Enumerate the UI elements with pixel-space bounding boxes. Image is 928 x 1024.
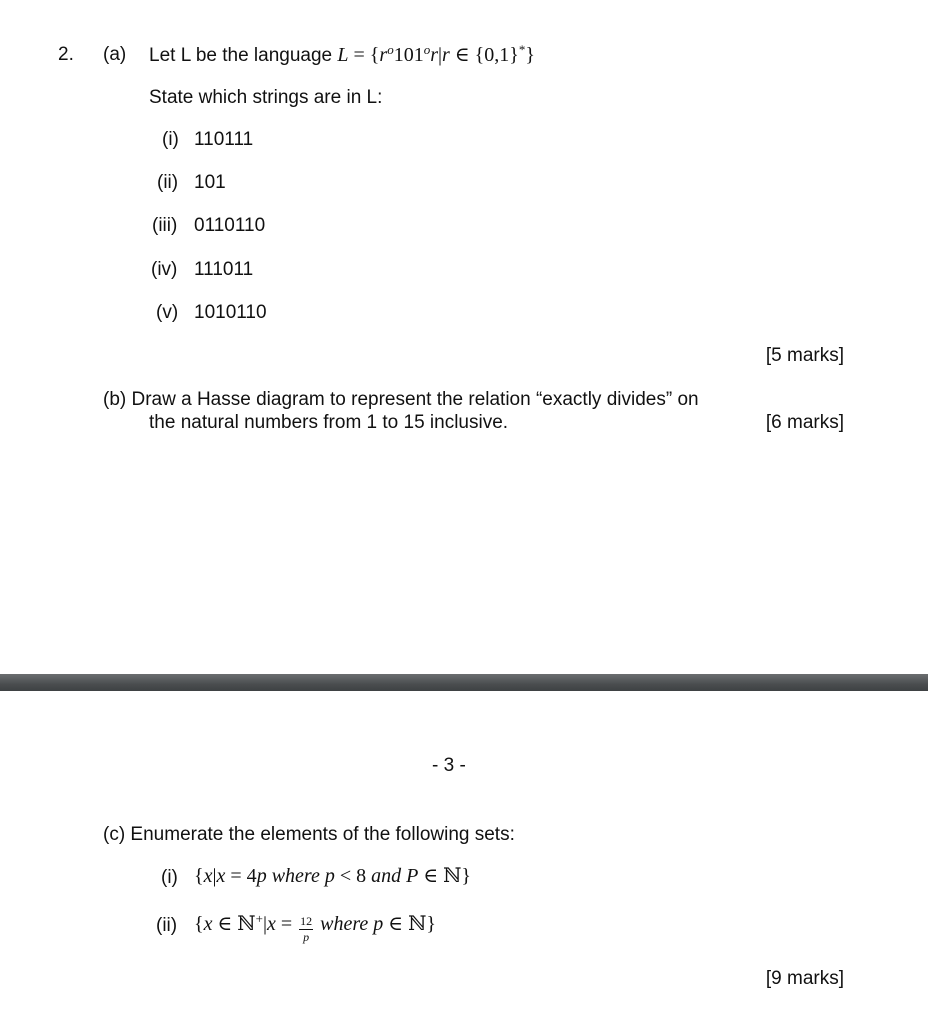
- set-item-2-expression: {x ∈ ℕ+|x = $\frac{12}{p}$ where p ∈ ℕ}: [194, 910, 436, 944]
- part-a-marks: [5 marks]: [765, 345, 844, 366]
- string-item-2-value: 101: [194, 172, 226, 193]
- part-c-heading: (c) Enumerate the elements of the following sets:: [103, 824, 515, 845]
- part-b-text-line1: (b) Draw a Hasse diagram to represent the relation “exactly divides” on: [103, 389, 699, 410]
- string-item-3-num: (iii): [152, 215, 178, 236]
- part-b-marks: [6 marks]: [765, 412, 844, 433]
- page-number: - 3 -: [432, 755, 466, 776]
- string-item-5-num: (v): [156, 302, 179, 323]
- string-item-1-num: (i): [162, 129, 179, 150]
- string-item-2-num: (ii): [157, 172, 179, 193]
- question-number: 2.: [58, 44, 74, 65]
- language-definition: $L = \{r^o101^or|r$ ∈ {0,1}*}: [337, 41, 535, 66]
- part-b-text-line2: the natural numbers from 1 to 15 inclusive.: [149, 412, 509, 433]
- string-item-1-value: 110111: [194, 129, 254, 150]
- set-item-1-num: (i): [161, 867, 178, 888]
- string-item-4-value: 111011: [194, 259, 254, 280]
- part-a-label: (a): [103, 44, 127, 65]
- set-item-1-expression: {x|x = 4p where p < 8 and P ∈ ℕ}: [194, 865, 472, 887]
- string-item-4-num: (iv): [151, 259, 178, 280]
- string-item-3-value: 0110110: [194, 215, 266, 236]
- part-c-marks: [9 marks]: [765, 968, 844, 989]
- set-item-2-num: (ii): [156, 915, 178, 936]
- string-item-5-value: 1010110: [194, 302, 267, 323]
- part-a-instruction: State which strings are in L:: [149, 87, 383, 108]
- part-a-intro-text: Let L be the language: [149, 45, 338, 66]
- page-break-divider: [0, 674, 928, 691]
- part-a-intro: [149, 41, 535, 66]
